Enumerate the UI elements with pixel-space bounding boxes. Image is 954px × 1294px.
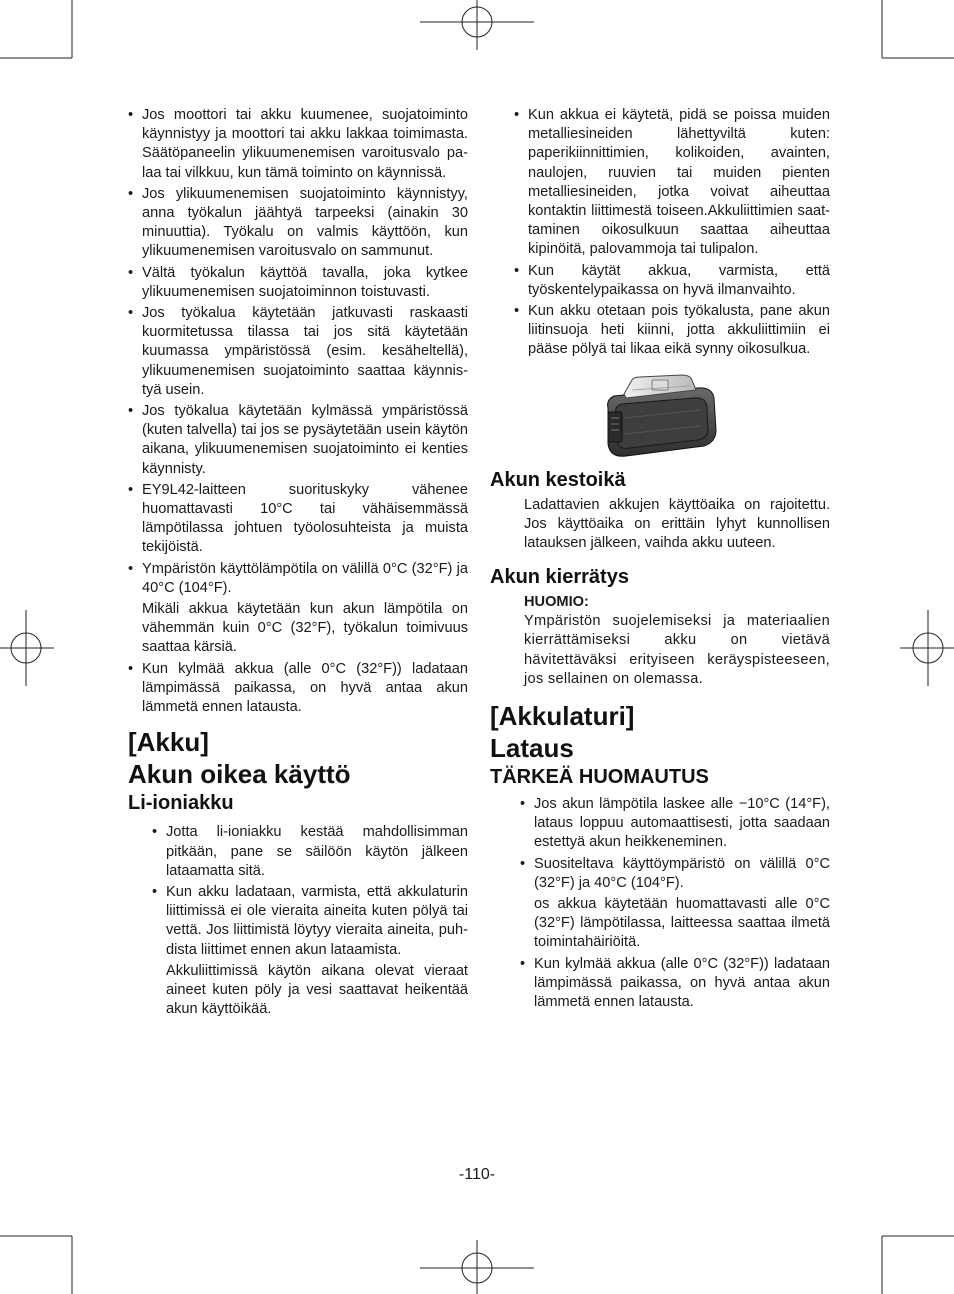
list-item: • Kun kylmää akkua (alle 0°C (32°F)) ladataan lämpimässä paikassa, on hyvä antaa akun lämmetä ennen latausta. <box>128 660 468 718</box>
heading-battery-recycling: Akun kierrätys <box>490 566 629 589</box>
liion-note: Akkuliittimissä käytön aikana olevat vieraat aineet kuten pöly ja vesi saattavat heikentää akun käyttöikää. <box>166 962 468 1018</box>
charging-cold-bullet-list <box>520 955 830 1013</box>
heading-battery-lifetime: Akun kestoikä <box>490 468 626 491</box>
list-item: • Jos akun lämpötila laskee alle −10°C (14°F), lataus loppuu automaattisesti, jotta saadaan estettyä akun heikkeneminen. <box>520 795 830 853</box>
recycling-note-title: HUOMIO: <box>524 594 589 611</box>
list-item: • Kun akkua ei käytetä, pidä se poissa muiden metalliesineiden lähettyviltä kuten: paperikiinnittimien, kolikoiden, avainten, naulojen, ruuvien tai muiden pienten metalliesineiden, jotka voivat aiheuttaa kontaktin liittimestä toiseen.Akkuliittimien saattaminen oikosulkuun saattaa aiheuttaa kipinöitä, palovammoja tai tulipalon. <box>514 106 830 260</box>
list-item: • Kun akku ladataan, varmista, että akkulaturin liittimissä ei ole vieraita aineita kuten pölyä tai vettä. Jos liittimistä löytyy vieraita aineita, puhdista liittimet ennen akun lataamista. <box>152 883 468 960</box>
right-column <box>490 106 830 1014</box>
overheat-bullet-list <box>128 106 468 598</box>
left-column <box>128 106 468 1021</box>
list-item: • Suositeltava käyttöympäristö on välillä 0°C (32°F) ja 40°C (104°F). <box>520 855 830 893</box>
cold-bullet-list <box>128 660 468 718</box>
heading-important-notice: TÄRKEÄ HUOMAUTUS <box>490 766 709 789</box>
battery-lifetime-text: Ladattavien akkujen käyttöaika on rajoitettu. Jos käyttöaika on erittäin lyhyt kunnollisen latauksen jälkeen, vaihda akku uuteen. <box>524 496 830 552</box>
battery-pack-image <box>602 374 720 458</box>
section-title-akku: [Akku] <box>128 727 209 758</box>
list-item: • Kun kylmää akkua (alle 0°C (32°F)) ladataan lämpimässä paikassa, on hyvä antaa akun lämmetä ennen latausta. <box>520 955 830 1013</box>
subheading-li-ion: Li-ioniakku <box>128 792 234 815</box>
list-item: • Kun akku otetaan pois työkalusta, pane akun liitinsuoja heti kiinni, jotta akkuliittimiin ei pääse pölyä tai likaa eikä synny oikosulkua. <box>514 302 830 360</box>
storage-bullet-list <box>514 106 830 360</box>
list-item: • Jotta li-ioniakku kestää mahdollisimman pitkään, pane se säilöön käytön jälkeen lataamatta sitä. <box>152 823 468 881</box>
charging-bullet-list <box>520 795 830 893</box>
charging-note: os akkua käytetään huomattavasti alle 0°C (32°F) lämpötilassa, laitteessa saattaa ilmetä toimintahäiriöitä. <box>534 896 830 951</box>
list-item: • Ympäristön käyttölämpötila on välillä 0°C (32°F) ja 40°C (104°F). <box>128 560 468 598</box>
temperature-note: Mikäli akkua käytetään kun akun lämpötila on vähemmän kuin 0°C (32°F), työkalun toimivuus saattaa kärsiä. <box>142 601 468 656</box>
list-item: • Vältä työkalun käyttöä tavalla, joka kytkee ylikuumenemisen suojatoiminnon toistuvasti. <box>128 264 468 302</box>
list-item: • Kun käytät akkua, varmista, että työskentelypaikassa on hyvä ilmanvaihto. <box>514 262 830 300</box>
list-item: • EY9L42-laitteen suorituskyky vähenee huomattavasti 10°C tai vähäisemmässä lämpötilassa johtuen työolosuhteista ja muista tekijöistä. <box>128 481 468 558</box>
recycling-text: Ympäristön suojelemiseksi ja materiaalien kierrättämiseksi akku on vietävä hävitettäväksi erityiseen keräyspisteeseen, jos sellainen on olemassa. <box>524 613 830 687</box>
list-item: • Jos työkalua käytetään jatkuvasti raskaasti kuormitetussa tilassa tai jos sitä käytetään kuumassa ympäristössä (esim. kesäheltellä), ylikuumenemisen suojatoiminto saattaa käynnistyä usein. <box>128 304 468 400</box>
section-title-oikea-kaytto: Akun oikea käyttö <box>128 759 351 790</box>
section-title-lataus: Lataus <box>490 733 574 764</box>
list-item: • Jos ylikuumenemisen suojatoiminto käynnistyy, anna työkalun jäähtyä tarpeeksi (ainakin 30 minuuttia). Työkalu on valmis käyttöön, kun ylikuumenemisen varoitusvalo on sammunut. <box>128 185 468 262</box>
list-item: • Jos moottori tai akku kuumenee, suojatoiminto käynnistyy ja moottori tai akku lakkaa toimimasta. Säätöpaneelin ylikuumenemisen varoitusvalo palaa tai vilkkuu, kun tämä toiminto on käynnissä. <box>128 106 468 183</box>
list-item: • Jos työkalua käytetään kylmässä ympäristössä (kuten talvella) tai jos se pysäytetään usein käytön aikana, ylikuumenemisen suojatoiminto ei kenties käynnisty. <box>128 402 468 479</box>
page-number: -110- <box>458 1166 496 1183</box>
section-title-akkulaturi: [Akkulaturi] <box>490 701 635 732</box>
liion-bullet-list <box>152 823 468 959</box>
